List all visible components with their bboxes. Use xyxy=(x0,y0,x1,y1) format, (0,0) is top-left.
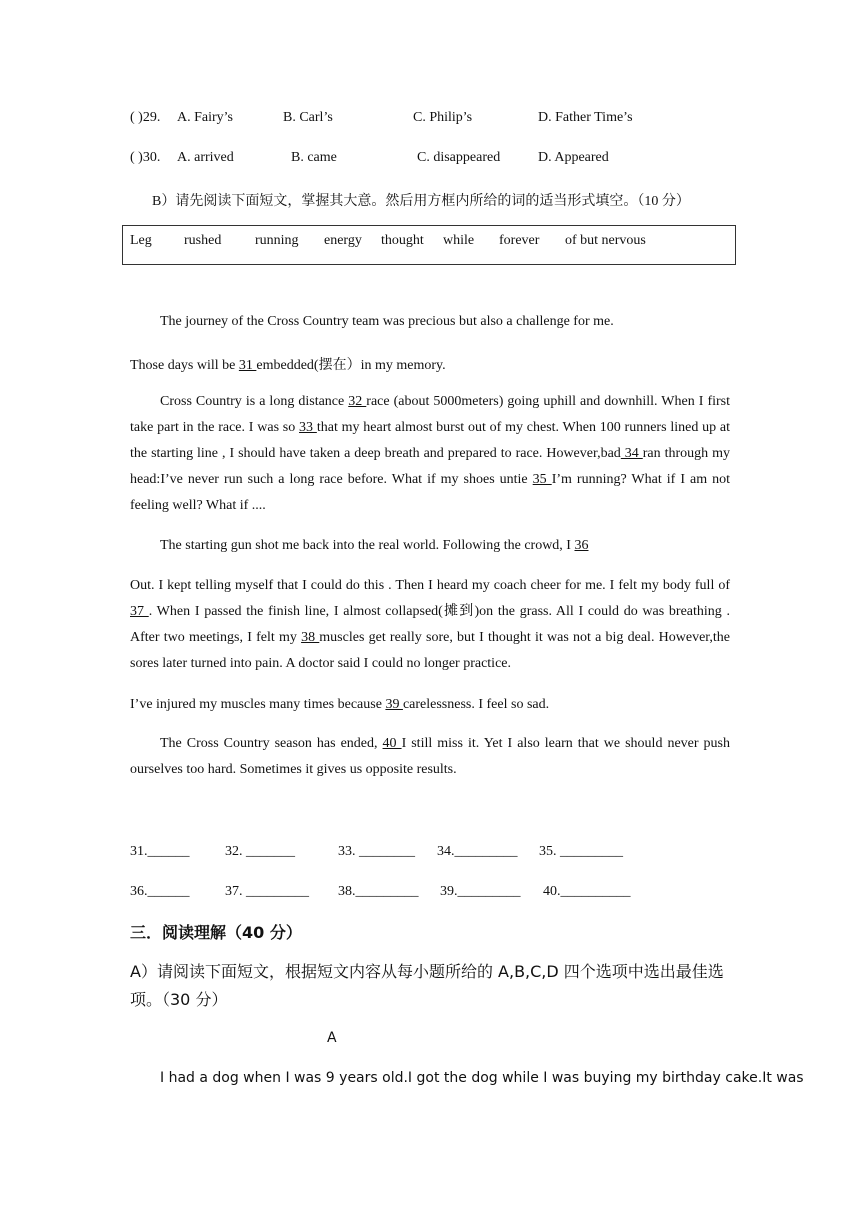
word-bank-item: running xyxy=(255,233,299,248)
section-3-instruction: A）请阅读下面短文，根据短文内容从每小题所给的 A,B,C,D 四个选项中选出最佳选项。（30 分） xyxy=(130,962,724,1009)
text-run: that my heart almost burst out of my chest. When 100 runners lined up at the starting line , I should have taken a deep breath and prepared to race. However,bad xyxy=(130,420,730,461)
word-bank-item: Leg xyxy=(130,233,152,248)
option-a: A. Fairy’s xyxy=(177,110,233,125)
blank: 35 xyxy=(532,472,552,487)
blank-31: 31 xyxy=(238,358,257,373)
passage-paragraph-2 xyxy=(130,389,730,519)
blank: 33 xyxy=(299,420,317,435)
text-run: Cross Country is a long distance xyxy=(160,394,349,409)
answer-blank: 40.__________ xyxy=(543,884,631,899)
passage-paragraph-3a xyxy=(160,538,588,554)
passage-paragraph-4 xyxy=(130,697,549,713)
word-bank-item: energy xyxy=(324,233,362,248)
blank: 40 xyxy=(382,736,402,751)
answer-blank: 37. _________ xyxy=(225,884,309,899)
option-d: D. Appeared xyxy=(538,150,609,165)
answer-blank: 35. _________ xyxy=(539,844,623,859)
word-bank-item: forever xyxy=(499,233,540,248)
text-run: carelessness. I feel so sad. xyxy=(402,697,550,712)
answer-blank: 34._________ xyxy=(437,844,518,859)
text-run: ran through my head:I’ve never run such a long race before. What if my shoes untie xyxy=(130,446,731,487)
text-run: embedded(摆在）in my memory. xyxy=(256,358,446,373)
word-bank-item: rushed xyxy=(184,233,222,248)
text-run: Out. I kept telling myself that I could do this . Then I heard my coach cheer for me. I felt my body full of xyxy=(130,578,730,593)
blank-36: 36 xyxy=(574,538,589,553)
word-bank-item: while xyxy=(443,233,475,248)
passage-paragraph-5 xyxy=(130,731,730,783)
blank: 34 xyxy=(620,446,643,461)
text-run: The Cross Country season has ended, xyxy=(160,736,383,751)
option-c: C. disappeared xyxy=(417,150,501,165)
text-run: race (about 5000meters) going uphill and downhill. When I first take part in the race. I was so xyxy=(130,394,730,435)
answer-blank: 31.______ xyxy=(130,844,190,859)
text-run: muscles get really sore, but I thought it was not a big deal. However,the sores later turned into pain. A doctor said I could no longer practice. xyxy=(130,630,731,671)
answer-row-1 xyxy=(130,844,730,864)
word-bank-item: of but nervous xyxy=(565,233,646,248)
text-run: Those days will be xyxy=(130,358,239,373)
option-c: C. Philip’s xyxy=(413,110,473,125)
word-box xyxy=(122,225,736,265)
blank-39: 39 xyxy=(385,697,403,712)
blank: 38 xyxy=(301,630,320,645)
answer-blank: 36.______ xyxy=(130,884,190,899)
answer-blank: 32. _______ xyxy=(225,844,295,859)
text-run: I’m running? What if I am not feeling well? What if .... xyxy=(130,472,730,513)
blank: 32 xyxy=(348,394,367,409)
section-3-heading: 三．阅读理解（40 分） xyxy=(130,923,302,942)
option-a: A. arrived xyxy=(177,150,234,165)
blank: 37 xyxy=(130,604,149,619)
section-b-instruction: B）请先阅读下面短文，掌握其大意。然后用方框内所给的词的适当形式填空。（10 分） xyxy=(152,194,690,209)
passage-a-first-line: I had a dog when I was 9 years old.I got the dog while I was buying my birthday cake.It was xyxy=(160,1070,804,1086)
answer-blank: 38._________ xyxy=(338,884,419,899)
answer-blank: 33. ________ xyxy=(338,844,415,859)
option-b: B. came xyxy=(291,150,337,165)
text-run: . When I passed the finish line, I almost collapsed(摊到)on the grass. All I could do was breathing . After two meetings, I felt my xyxy=(130,604,731,645)
passage-paragraph-3b xyxy=(130,573,730,677)
question-number: ( )29. xyxy=(130,110,161,125)
passage-label: A xyxy=(327,1030,337,1046)
text-run: The starting gun shot me back into the real world. Following the crowd, I xyxy=(160,538,575,553)
passage-paragraph-1a: The journey of the Cross Country team was precious but also a challenge for me. xyxy=(160,314,614,329)
option-b: B. Carl’s xyxy=(283,110,333,125)
answer-row-2 xyxy=(130,884,730,904)
question-number: ( )30. xyxy=(130,150,161,165)
text-run: I’ve injured my muscles many times because xyxy=(130,697,386,712)
word-bank-item: thought xyxy=(381,233,424,248)
option-d: D. Father Time’s xyxy=(538,110,633,125)
text-run: I still miss it. Yet I also learn that we should never push ourselves too hard. Sometimes it gives us opposite results. xyxy=(130,736,731,777)
answer-blank: 39._________ xyxy=(440,884,521,899)
passage-paragraph-1b xyxy=(130,354,446,374)
